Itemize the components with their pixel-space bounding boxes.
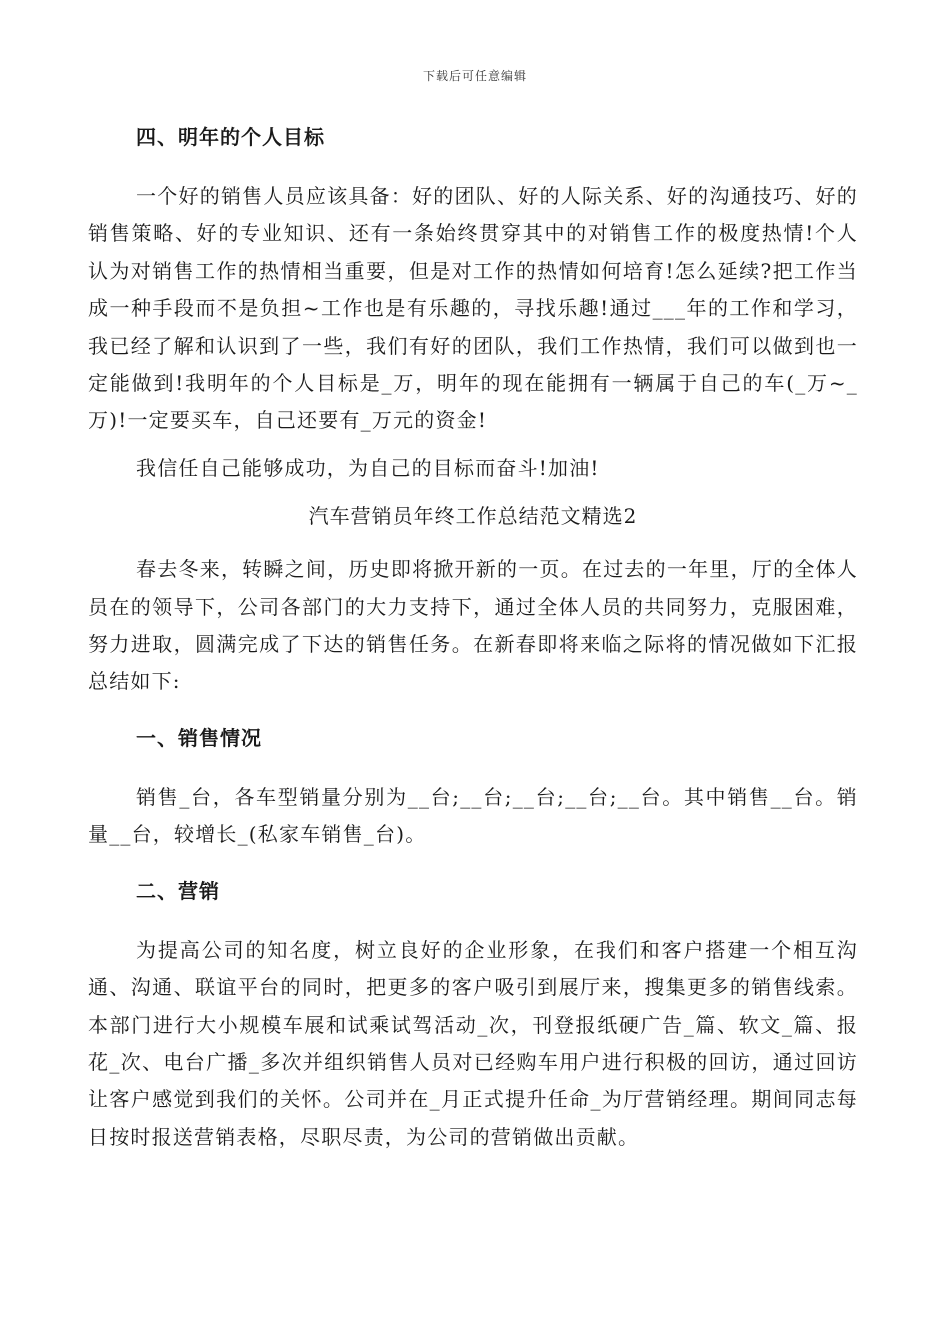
section-heading-marketing: 二、营销 — [136, 878, 220, 903]
paragraph-sales: 销售_台，各车型销量分别为__台;__台;__台;__台;__台。其中销售__台。销量__台，较增长_(私家车销售_台)。 — [88, 784, 858, 847]
paragraph-intro: 春去冬来，转瞬之间，历史即将掀开新的一页。在过去的一年里，厅的全体人员在的领导下，公司各部门的大力支持下，通过全体人员的共同努力，克服困难，努力进取，圆满完成了下达的销售任务。在新春即将来临之际将的情况做如下汇报总结如下: — [88, 557, 858, 694]
article-title: 汽车营销员年终工作总结范文精选2 — [308, 504, 638, 529]
document-body — [88, 118, 858, 1174]
page-header-note: 下载后可任意编辑 — [422, 69, 527, 83]
paragraph-goals: 一个好的销售人员应该具备：好的团队、好的人际关系、好的沟通技巧、好的销售策略、好的专业知识、还有一条始终贯穿其中的对销售工作的极度热情!个人认为对销售工作的热情相当重要，但是对工作的热情如何培育!怎么延续?把工作当成一种手段而不是负担~工作也是有乐趣的，寻找乐趣!通过___年的工作和学习，我已经了解和认识到了一些，我们有好的团队，我们工作热情，我们可以做到也一定能做到!我明年的个人目标是_万，明年的现在能拥有一辆属于自己的车(_万~_万)!一定要买车，自己还要有_万元的资金! — [88, 184, 858, 433]
section-heading-next-year-goals: 四、明年的个人目标 — [136, 125, 325, 149]
section-heading-sales: 一、销售情况 — [136, 725, 262, 750]
paragraph-marketing: 为提高公司的知名度，树立良好的企业形象，在我们和客户搭建一个相互沟通、沟通、联谊平台的同时，把更多的客户吸引到展厅来，搜集更多的销售线索。本部门进行大小规模车展和试乘试驾活动_次，刊登报纸硬广告_篇、软文_篇、报花_次、电台广播_多次并组织销售人员对已经购车用户进行积极的回访，通过回访让客户感觉到我们的关怀。公司并在_月正式提升任命_为厅营销经理。期间同志每日按时报送营销表格，尽职尽责，为公司的营销做出贡献。 — [88, 937, 858, 1149]
paragraph-confidence: 我信任自己能够成功，为自己的目标而奋斗!加油! — [136, 455, 600, 480]
